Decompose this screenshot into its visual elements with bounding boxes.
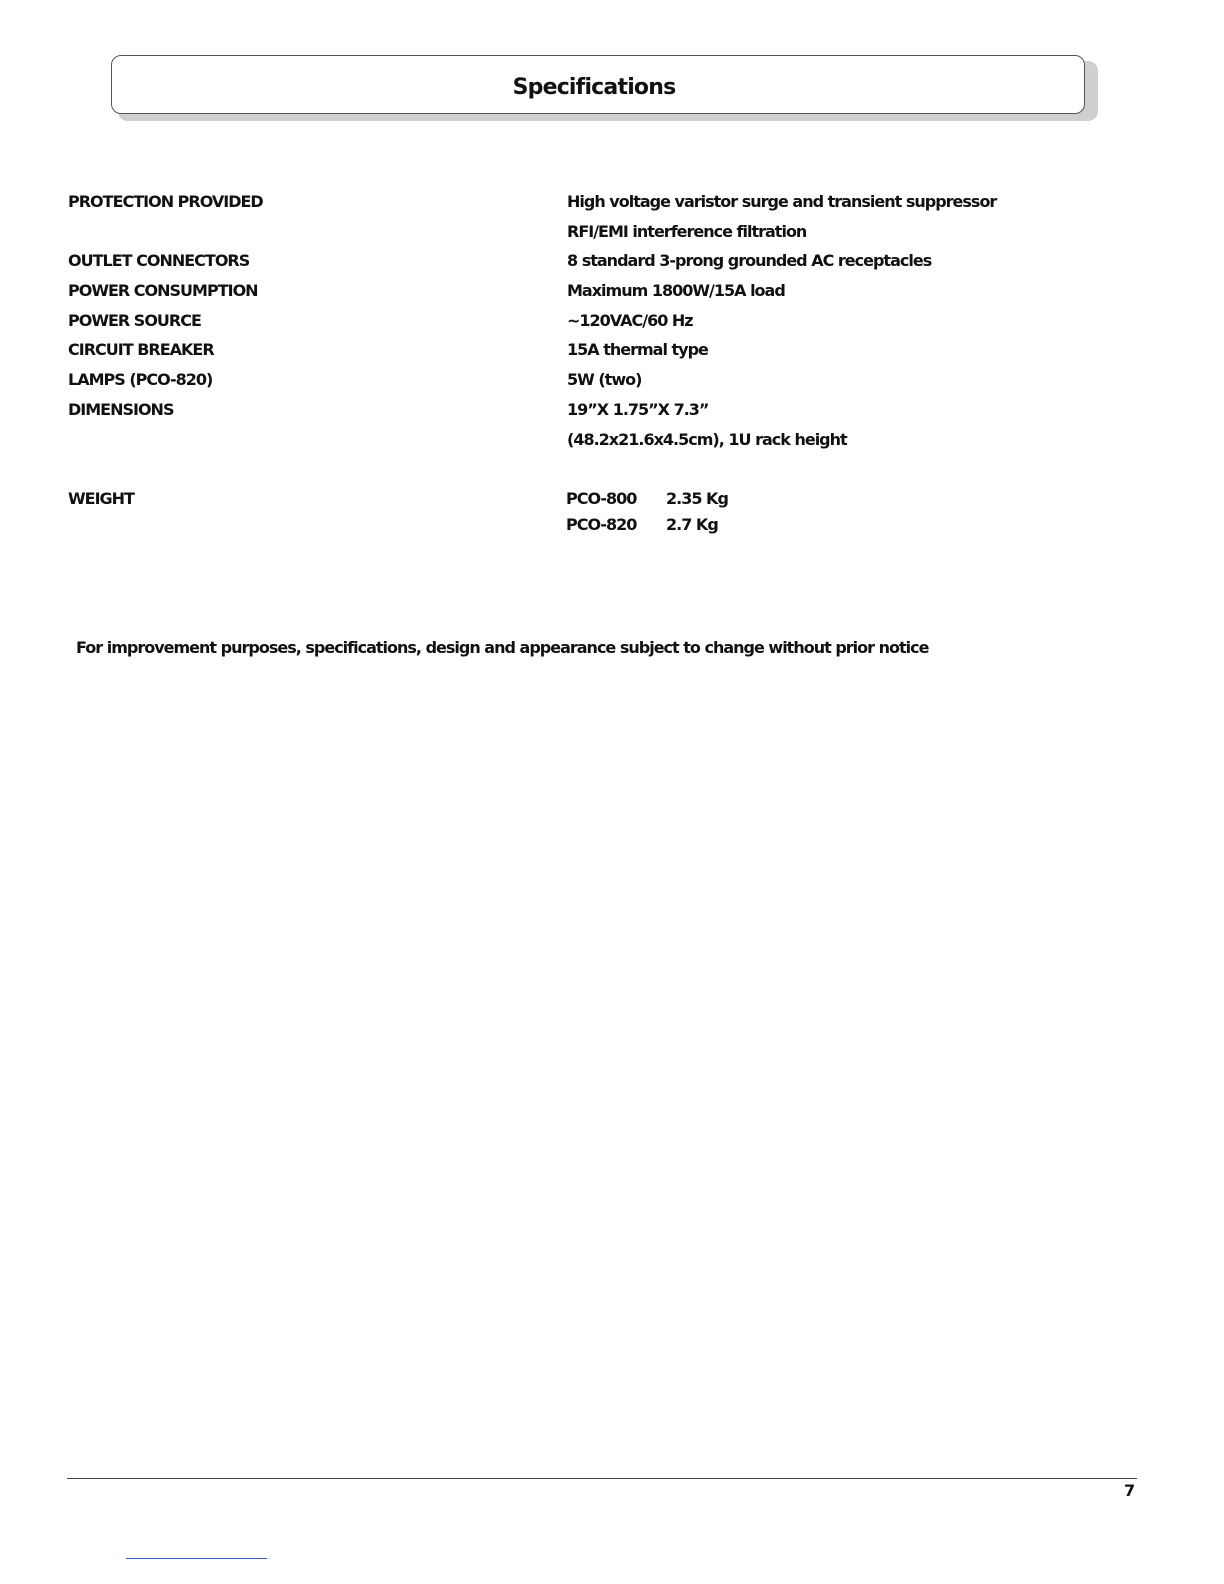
spec-value-dimensions-cm: (48.2x21.6x4.5cm), 1U rack height — [567, 430, 847, 449]
title-box — [111, 55, 1085, 114]
weight-value-pco-820: 2.7 Kg — [666, 515, 718, 534]
improvement-notice: For improvement purposes, specifications, design and appearance subject to change without prior notice — [76, 638, 929, 657]
page-title: Specifications — [512, 75, 676, 100]
spec-label-dimensions: DIMENSIONS — [68, 400, 174, 419]
spec-label-circuit-breaker: CIRCUIT BREAKER — [68, 340, 214, 359]
spec-value-protection-1: High voltage varistor surge and transient suppressor — [567, 192, 997, 211]
weight-model-pco-820: PCO-820 — [566, 515, 637, 534]
weight-model-pco-800: PCO-800 — [566, 489, 637, 508]
spec-label-weight: WEIGHT — [68, 489, 134, 508]
bottom-link-underline — [126, 1558, 267, 1559]
spec-value-power-consumption: Maximum 1800W/15A load — [567, 281, 785, 300]
spec-label-power-source: POWER SOURCE — [68, 311, 201, 330]
spec-value-lamps: 5W (two) — [567, 370, 642, 389]
weight-value-pco-800: 2.35 Kg — [666, 489, 728, 508]
spec-value-outlet-connectors: 8 standard 3-prong grounded AC receptacles — [567, 251, 932, 270]
footer-divider — [67, 1478, 1137, 1479]
spec-label-protection: PROTECTION PROVIDED — [68, 192, 263, 211]
spec-label-lamps: LAMPS (PCO-820) — [68, 370, 213, 389]
spec-value-power-source: ~120VAC/60 Hz — [567, 311, 693, 330]
spec-value-protection-2: RFI/EMI interference filtration — [567, 222, 807, 241]
page-number: 7 — [1124, 1481, 1136, 1500]
spec-label-power-consumption: POWER CONSUMPTION — [68, 281, 258, 300]
spec-value-dimensions-inches: 19”X 1.75”X 7.3” — [567, 400, 709, 419]
spec-label-outlet-connectors: OUTLET CONNECTORS — [68, 251, 250, 270]
spec-value-circuit-breaker: 15A thermal type — [567, 340, 708, 359]
